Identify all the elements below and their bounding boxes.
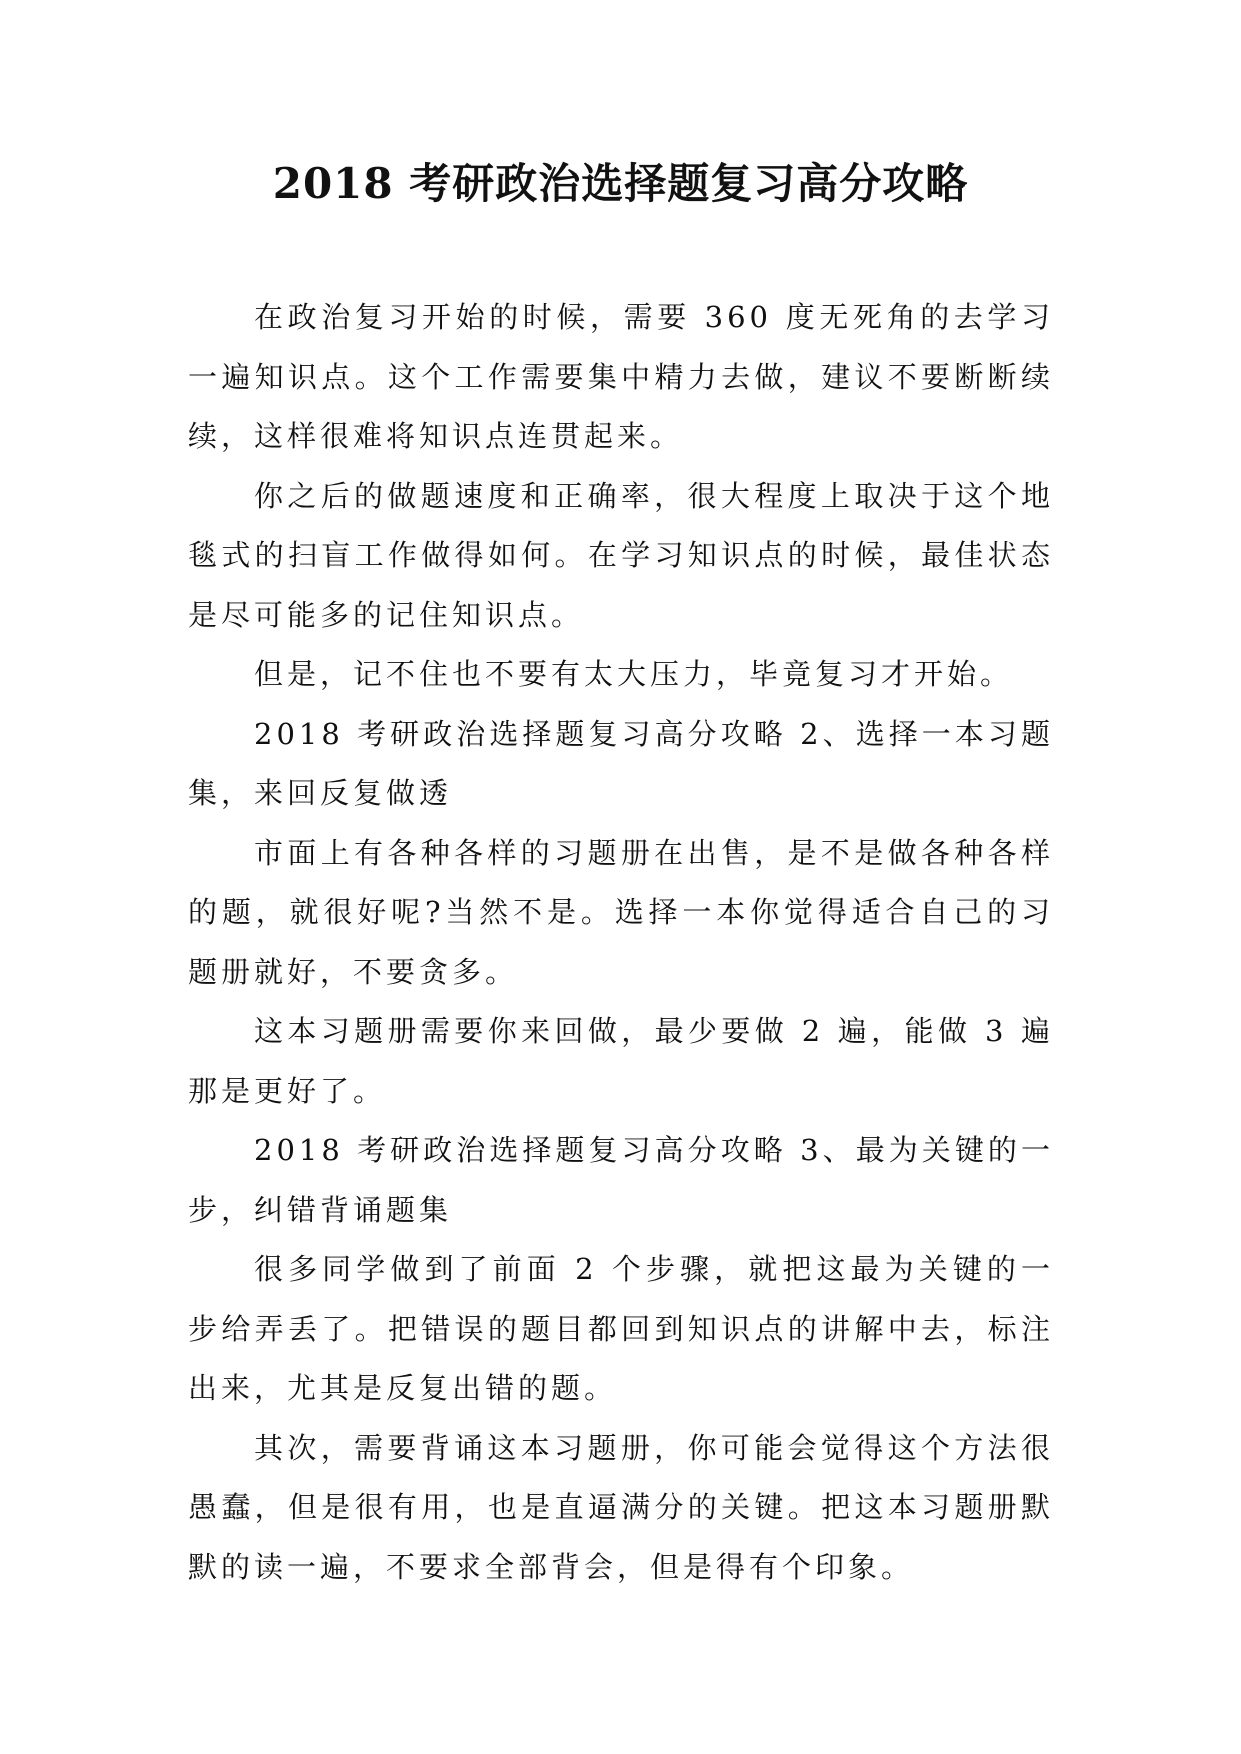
paragraph: 2018 考研政治选择题复习高分攻略 2、选择一本习题集，来回反复做透 <box>188 716 1054 810</box>
paragraph: 其次，需要背诵这本习题册，你可能会觉得这个方法很愚蠢，但是很有用，也是直逼满分的关键。把这本习题册默默的读一遍，不要求全部背会，但是得有个印象。 <box>188 1430 1054 1584</box>
paragraph: 在政治复习开始的时候，需要 360 度无死角的去学习一遍知识点。这个工作需要集中精力去做，建议不要断断续续，这样很难将知识点连贯起来。 <box>188 300 1054 453</box>
document-body <box>188 288 1054 1597</box>
paragraph: 2018 考研政治选择题复习高分攻略 3、最为关键的一步，纠错背诵题集 <box>188 1133 1054 1227</box>
paragraph: 这本习题册需要你来回做，最少要做 2 遍，能做 3 遍那是更好了。 <box>188 1014 1054 1108</box>
paragraph: 很多同学做到了前面 2 个步骤，就把这最为关键的一步给弄丢了。把错误的题目都回到知识点的讲解中去，标注出来，尤其是反复出错的题。 <box>188 1252 1054 1405</box>
paragraph: 你之后的做题速度和正确率，很大程度上取决于这个地毯式的扫盲工作做得如何。在学习知识点的时候，最佳状态是尽可能多的记住知识点。 <box>188 478 1054 632</box>
paragraph: 但是，记不住也不要有太大压力，毕竟复习才开始。 <box>254 657 1014 691</box>
paragraph: 市面上有各种各样的习题册在出售，是不是做各种各样的题，就很好呢?当然不是。选择一本你觉得适合自己的习题册就好，不要贪多。 <box>188 835 1054 989</box>
document-title: 2018 考研政治选择题复习高分攻略 <box>272 159 969 208</box>
